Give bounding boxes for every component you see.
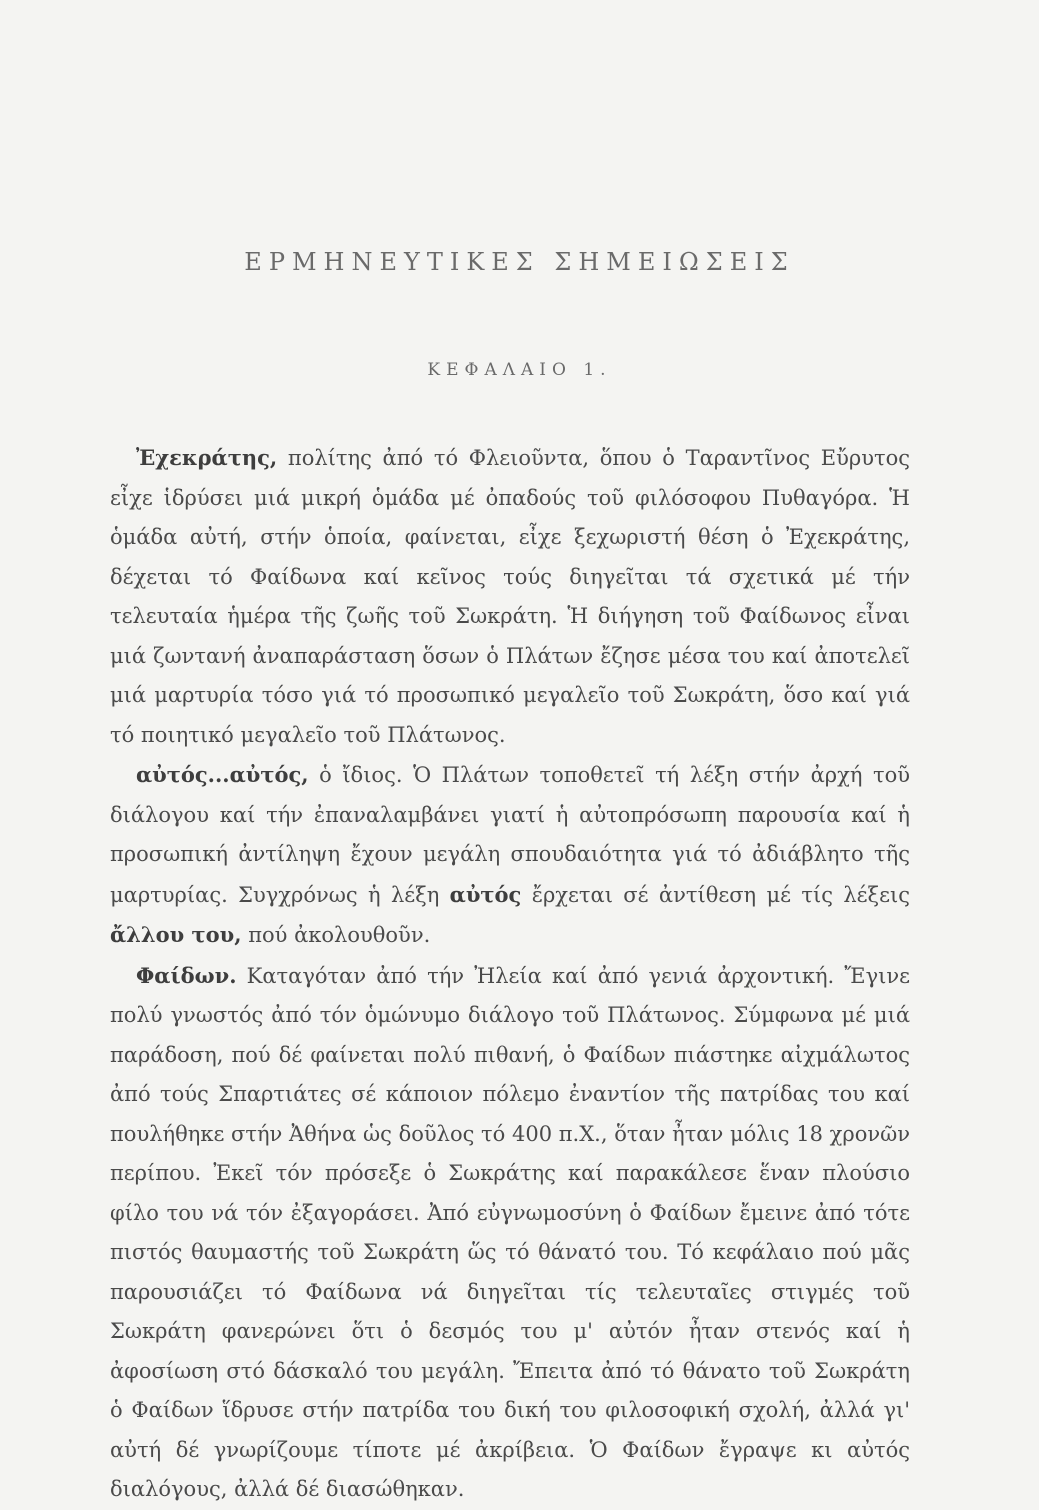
entry-autos <box>110 755 910 956</box>
chapter-heading: ΚΕΦΑΛΑΙΟ 1. <box>427 360 612 380</box>
inline-term: αὐτός <box>449 881 522 907</box>
entry-text: πολίτης ἀπό τό Φλειοῦντα, ὅπου ὁ Ταραντῖνος Εὔρυτος εἶχε ἱδρύσει μιά μικρή ὁμάδα μέ ὀπαδούς τοῦ φιλόσοφου Πυθαγόρα. Ἡ ὁμάδα αὐτή, στήν ὁποία, φαίνεται, εἶχε ξεχωριστή θέση ὁ Ἐχεκράτης, δέχεται τό Φαίδωνα καί κεῖνος τούς διηγεῖται τά σχετικά μέ τήν τελευταία ἡμέρα τῆς ζωῆς τοῦ Σωκράτη. Ἡ διήγηση τοῦ Φαίδωνος εἶναι μιά ζωντανή ἀναπαράσταση ὅσων ὁ Πλάτων ἔζησε μέσα του καί ἀποτελεῖ μιά μαρτυρία τόσο γιά τό προσωπικό μεγαλεῖο τοῦ Σωκράτη, ὅσο καί γιά τό ποιητικό μεγαλεῖο τοῦ Πλάτωνος. <box>110 446 910 747</box>
inline-term: ἄλλου του, <box>110 922 242 947</box>
page-heading: ΕΡΜΗΝΕΥΤΙΚΕΣ ΣΗΜΕΙΩΣΕΙΣ <box>244 248 795 276</box>
entry-echecrates <box>110 438 910 755</box>
entry-text: ἔρχεται σέ ἀντίθεση μέ τίς λέξεις <box>521 882 910 907</box>
entry-term: Φαίδων. <box>136 962 237 988</box>
entry-text: Καταγόταν ἀπό τήν Ἠλεία καί ἀπό γενιά ἀρχοντική. Ἔγινε πολύ γνωστός ἀπό τόν ὁμώνυμο διάλογο τοῦ Πλάτωνος. Σύμφωνα μέ μιά παράδοση, πού δέ φαίνεται πολύ πιθανή, ὁ Φαίδων πιάστηκε αἰχμάλωτος ἀπό τούς Σπαρτιάτες σέ κάποιον πόλεμο ἐναντίον τῆς πατρίδας του καί πουλήθηκε στήν Ἀθήνα ὡς δοῦλος τό 400 π.Χ., ὅταν ἦταν μόλις 18 χρονῶν περίπου. Ἐκεῖ τόν πρόσεξε ὁ Σωκράτης καί παρακάλεσε ἕναν πλούσιο φίλο του νά τόν ἐξαγοράσει. Ἀπό εὐγνωμοσύνη ὁ Φαίδων ἔμεινε ἀπό τότε πιστός θαυμαστής τοῦ Σωκράτη ὥς τό θάνατό του. Τό κεφάλαιο πού μᾶς παρουσιάζει τό Φαίδωνα νά διηγεῖται τίς τελευταῖες στιγμές τοῦ Σωκράτη φανερώνει ὅτι ὁ δεσμός του μ' αὐτόν ἦταν στενός καί ἡ ἀφοσίωση στό δάσκαλό του μεγάλη. Ἔπειτα ἀπό τό θάνατο τοῦ Σωκράτη ὁ Φαίδων ἵδρυσε στήν πατρίδα του δική του φιλοσοφική σχολή, ἀλλά γι' αὐτή δέ γνωρίζουμε τίποτε μέ ἀκρίβεια. Ὁ Φαίδων ἔγραψε κι αὐτός διαλόγους, ἀλλά δέ διασώθηκαν. <box>110 963 910 1501</box>
entry-text: ὁ ἴδιος. Ὁ Πλάτων τοποθετεῖ τή λέξη στήν ἀρχή τοῦ διάλογου καί τήν ἐπαναλαμβάνει γιατί ἡ αὐτοπρόσωπη παρουσία καί ἡ προσωπική ἀντίληψη ἔχουν μεγάλη σπουδαιότητα γιά τό ἀδιάβλητο τῆς μαρτυρίας. Συγχρόνως ἡ λέξη <box>110 763 910 907</box>
entry-phaedo <box>110 956 910 1510</box>
entry-term: Ἐχεκράτης, <box>136 445 278 470</box>
entry-term: αὐτός...αὐτός, <box>136 762 309 787</box>
entry-text: πού ἀκολουθοῦν. <box>241 923 431 947</box>
commentary-body <box>110 438 910 1510</box>
